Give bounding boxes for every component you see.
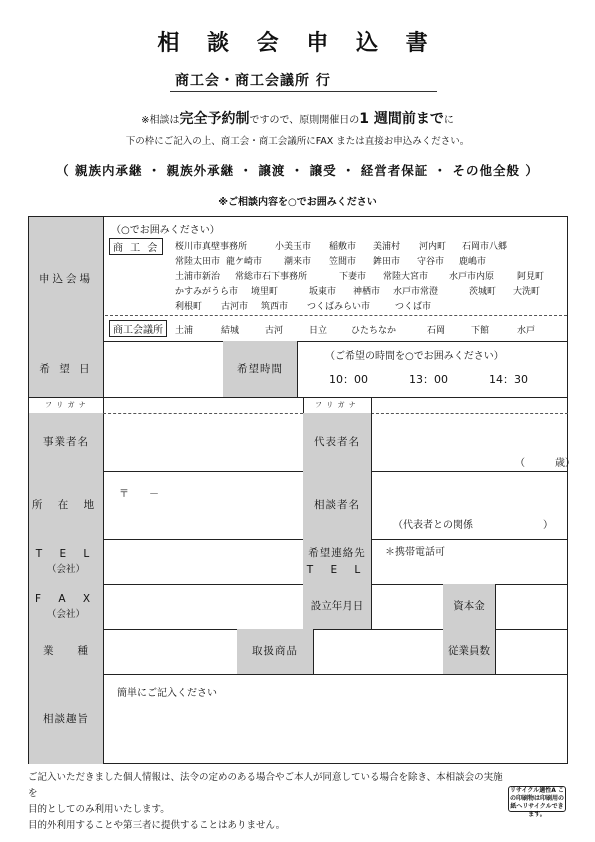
capital-field[interactable]	[495, 584, 568, 629]
consultant-label: 相談者名	[303, 471, 371, 539]
shokokai-venue-option[interactable]: 小美玉市	[275, 242, 312, 252]
industry-field[interactable]	[103, 629, 237, 674]
shokokai-venue-option[interactable]: 桜川市真壁事務所	[175, 242, 248, 252]
representative-label: 代表者名	[303, 413, 371, 471]
time-note: （ご希望の時間を○でお囲みください）	[325, 351, 504, 362]
established-date-field[interactable]	[371, 584, 443, 629]
tel-field[interactable]	[103, 539, 303, 584]
shokokai-venue-option[interactable]: 茨城町	[469, 287, 497, 297]
privacy-line-1: ご記入いただきました個人情報は、法令の定めのある場合やご本人が同意している場合を除き、本相談会の実施を	[28, 772, 503, 799]
kaigisho-venue-option[interactable]: 結城	[221, 326, 240, 336]
shokokai-venue-option[interactable]: 龍ケ崎市	[226, 257, 263, 267]
recycle-mark: リサイクル適性A この印刷物は印刷用の紙へリサイクルできます。	[509, 787, 564, 818]
shokokai-venue-option[interactable]: 下妻市	[339, 272, 367, 282]
furigana-label-company: フ リ ガ ナ	[45, 401, 87, 409]
shokokai-venue-option[interactable]: つくば市	[395, 302, 432, 312]
established-date-label: 設立年月日	[303, 584, 371, 629]
time-label: 希望時間	[223, 341, 297, 397]
shokokai-venue-option[interactable]: 古河市	[221, 302, 249, 312]
shokokai-venue-option[interactable]: 水戸市内原	[449, 272, 495, 282]
shokokai-venue-option[interactable]: 鹿嶋市	[459, 257, 487, 267]
shokokai-venue-option[interactable]: 潮来市	[284, 257, 312, 267]
shokokai-venue-option[interactable]: つくばみらい市	[307, 302, 371, 312]
application-form	[28, 216, 575, 764]
employees-field[interactable]	[495, 629, 568, 674]
shokokai-venue-option[interactable]: 水戸市常澄	[393, 287, 439, 297]
kaigisho-label: 商工会議所	[109, 320, 167, 337]
shokokai-venue-option[interactable]: 河内町	[419, 242, 447, 252]
furigana-label-rep: フ リ ガ ナ	[315, 401, 357, 409]
shokokai-venue-option[interactable]: 常陸太田市	[175, 257, 221, 267]
issuer-name: 商工会・商工会議所 行	[175, 73, 331, 89]
privacy-line-2: 目的としてのみ利用いたします。	[28, 804, 170, 815]
products-field[interactable]	[313, 629, 443, 674]
page-title: 相 談 会 申 込 書	[157, 31, 438, 56]
shokokai-venue-option[interactable]: 石岡市八郷	[462, 242, 508, 252]
kaigisho-venue-option[interactable]: 日立	[309, 326, 328, 336]
shokokai-venue-option[interactable]: 常陸大宮市	[383, 272, 429, 282]
employees-label: 従業員数	[443, 629, 495, 674]
privacy-notice	[28, 770, 508, 834]
shokokai-venue-option[interactable]: 神栖市	[353, 287, 381, 297]
issuer-underline	[170, 91, 437, 92]
shokokai-venue-option[interactable]: 笠間市	[329, 257, 357, 267]
kaigisho-venue-option[interactable]: ひたちなか	[351, 326, 397, 336]
shokokai-venue-option[interactable]: 守谷市	[417, 257, 445, 267]
fax-field[interactable]	[103, 584, 303, 629]
fax-label: F A X （会社）	[29, 584, 103, 629]
shokokai-venue-option[interactable]: 鉾田市	[373, 257, 401, 267]
tel-label: T E L （会社）	[29, 539, 103, 584]
time-option-1000[interactable]: 10：00	[329, 373, 368, 386]
summary-label: 相談趣旨	[29, 674, 103, 764]
industry-label: 業 種	[29, 629, 103, 674]
company-name-label: 事業者名	[29, 413, 103, 471]
submission-instructions: 下の枠にご記入の上、商工会・商工会議所にFAX または直接お申込みください。	[125, 136, 470, 147]
shokokai-venue-option[interactable]: かすみがうら市	[175, 287, 239, 297]
venue-label: 申込会場	[29, 217, 103, 341]
shokokai-venue-option[interactable]: 坂東市	[309, 287, 337, 297]
shokokai-venue-option[interactable]: 大洗町	[513, 287, 541, 297]
time-option-1430[interactable]: 14：30	[489, 373, 528, 386]
postal-code-field[interactable]: 〒 －	[119, 489, 159, 500]
summary-placeholder: 簡単にご記入ください	[117, 688, 217, 699]
shokokai-venue-option[interactable]: 利根町	[175, 302, 203, 312]
circle-instruction: ※ご相談内容を○でお囲みください	[218, 197, 377, 208]
time-option-1300[interactable]: 13：00	[409, 373, 448, 386]
company-name-field[interactable]	[103, 413, 303, 471]
consultation-categories[interactable]: （ 親族内承継 ・ 親族外承継 ・ 譲渡 ・ 譲受 ・ 経営者保証 ・ その他全般 ）	[56, 163, 539, 178]
kaigisho-venue-option[interactable]: 下館	[471, 326, 490, 336]
age-field[interactable]: （ 歳）	[515, 458, 575, 469]
date-field[interactable]	[103, 341, 223, 397]
products-label: 取扱商品	[237, 629, 313, 674]
shokokai-label: 商 工 会	[109, 238, 163, 255]
contact-tel-label: 希望連絡先 T E L	[303, 539, 371, 584]
shokokai-venue-option[interactable]: 境里町	[251, 287, 279, 297]
mobile-ok-note: ＊携帯電話可	[385, 547, 445, 558]
date-label: 希 望 日	[29, 341, 103, 397]
shokokai-venue-option[interactable]: 阿見町	[517, 272, 545, 282]
kaigisho-venue-option[interactable]: 石岡	[427, 326, 446, 336]
privacy-line-3: 目的外利用することや第三者に提供することはありません。	[28, 820, 286, 831]
relation-field[interactable]: （代表者との関係 ）	[393, 520, 553, 531]
kaigisho-venue-option[interactable]: 土浦	[175, 326, 194, 336]
shokokai-venue-option[interactable]: 土浦市新治	[175, 272, 221, 282]
shokokai-venue-option[interactable]: 美浦村	[373, 242, 401, 252]
reservation-notice: ※相談は完全予約制ですので、原則開催日の1 週間前までに	[141, 111, 454, 127]
capital-label: 資本金	[443, 584, 495, 629]
address-label: 所 在 地	[29, 471, 103, 539]
shokokai-venue-option[interactable]: 稲敷市	[329, 242, 357, 252]
kaigisho-venue-option[interactable]: 古河	[265, 326, 284, 336]
shokokai-venue-option[interactable]: 常総市石下事務所	[235, 272, 308, 282]
contact-tel-field[interactable]	[371, 539, 568, 584]
shokokai-venue-option[interactable]: 筑西市	[261, 302, 289, 312]
venue-instruction: （○でお囲みください）	[111, 225, 220, 236]
kaigisho-venue-option[interactable]: 水戸	[517, 326, 536, 336]
